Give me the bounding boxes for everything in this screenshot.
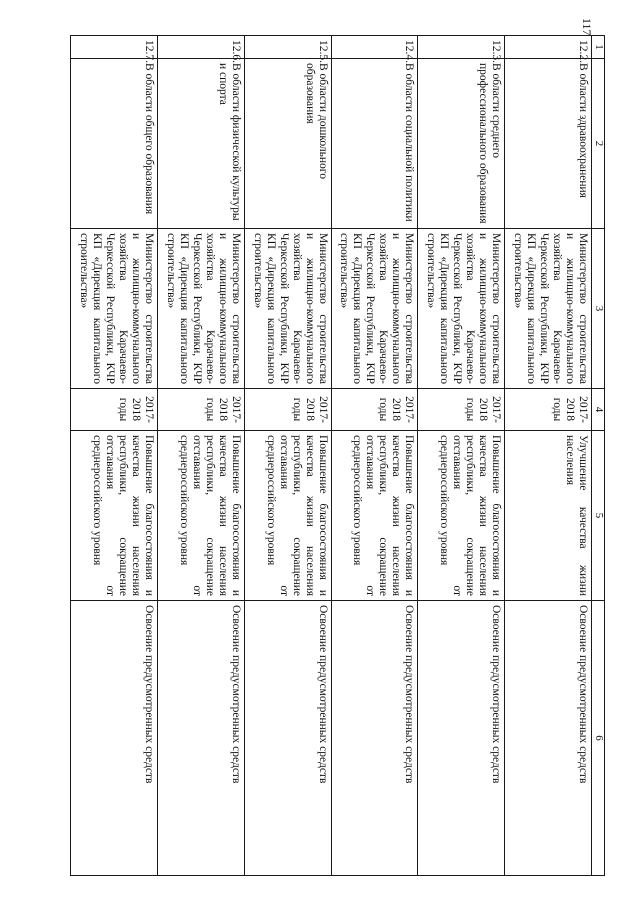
indicator: Освоение предусмотренных средств xyxy=(71,601,158,876)
executor: Министерство строительства и жилищно-коммунального хозяйства Карачаево-Черкесской Республики, КЧР КП «Дирекция капитального строительства» xyxy=(418,229,505,389)
table-row xyxy=(244,36,331,876)
period: 2017-2018 годы xyxy=(505,389,592,431)
col-header-4: 4 xyxy=(592,389,605,431)
expected-result: Улучшение качества жизни населения xyxy=(505,431,592,601)
indicator: Освоение предусмотренных средств xyxy=(244,601,331,876)
activity-area: В области среднего профессионального образования xyxy=(418,59,505,229)
activity-area: В области дошкольного образования xyxy=(244,59,331,229)
activity-area: В области здравоохранения xyxy=(505,59,592,229)
row-number: 12.4. xyxy=(331,36,418,59)
period: 2017-2018 годы xyxy=(157,389,244,431)
row-number: 12.3. xyxy=(418,36,505,59)
indicator: Освоение предусмотренных средств xyxy=(157,601,244,876)
indicator: Освоение предусмотренных средств xyxy=(331,601,418,876)
document-table-container xyxy=(70,35,605,875)
expected-result: Повышение благосостояния и качества жизни населения республики, сокращение отставания от среднероссийского уровня xyxy=(244,431,331,601)
header-row xyxy=(592,36,605,876)
col-header-6: 6 xyxy=(592,601,605,876)
executor: Министерство строительства и жилищно-коммунального хозяйства Карачаево-Черкесской Республики, КЧР КП «Дирекция капитального строительства» xyxy=(157,229,244,389)
expected-result: Повышение благосостояния и качества жизни населения республики, сокращение отставания от среднероссийского уровня xyxy=(331,431,418,601)
col-header-5: 5 xyxy=(592,431,605,601)
row-number: 12.7. xyxy=(71,36,158,59)
table-row xyxy=(418,36,505,876)
expected-result: Повышение благосостояния и качества жизни населения республики, сокращение отставания от среднероссийского уровня xyxy=(418,431,505,601)
activity-area: В области социальной политики xyxy=(331,59,418,229)
expected-result: Повышение благосостояния и качества жизни населения республики, сокращение отставания от среднероссийского уровня xyxy=(71,431,158,601)
activity-area: В области общего образования xyxy=(71,59,158,229)
col-header-2: 2 xyxy=(592,59,605,229)
page-number: 117 xyxy=(580,18,594,36)
period: 2017-2018 годы xyxy=(71,389,158,431)
executor: Министерство строительства и жилищно-коммунального хозяйства Карачаево-Черкесской Республики, КЧР КП «Дирекция капитального строительства» xyxy=(331,229,418,389)
indicator: Освоение предусмотренных средств xyxy=(505,601,592,876)
col-header-3: 3 xyxy=(592,229,605,389)
period: 2017-2018 годы xyxy=(418,389,505,431)
table-row xyxy=(331,36,418,876)
period: 2017-2018 годы xyxy=(244,389,331,431)
table-row xyxy=(157,36,244,876)
row-number: 12.5. xyxy=(244,36,331,59)
executor: Министерство строительства и жилищно-коммунального хозяйства Карачаево-Черкесской Республики, КЧР КП «Дирекция капитального строительства» xyxy=(244,229,331,389)
row-number: 12.2. xyxy=(505,36,592,59)
col-header-1: 1 xyxy=(592,36,605,59)
executor: Министерство строительства и жилищно-коммунального хозяйства Карачаево-Черкесской Республики, КЧР КП «Дирекция капитального строительства» xyxy=(71,229,158,389)
executor: Министерство строительства и жилищно-коммунального хозяйства Карачаево-Черкесской Республики, КЧР КП «Дирекция капитального строительства» xyxy=(505,229,592,389)
table-row xyxy=(505,36,592,876)
row-number: 12.6. xyxy=(157,36,244,59)
table-row xyxy=(71,36,158,876)
expected-result: Повышение благосостояния и качества жизни населения республики, сокращение отставания от среднероссийского уровня xyxy=(157,431,244,601)
period: 2017-2018 годы xyxy=(331,389,418,431)
activity-area: В области физической культуры и спорта xyxy=(157,59,244,229)
measures-table xyxy=(70,35,605,876)
indicator: Освоение предусмотренных средств xyxy=(418,601,505,876)
